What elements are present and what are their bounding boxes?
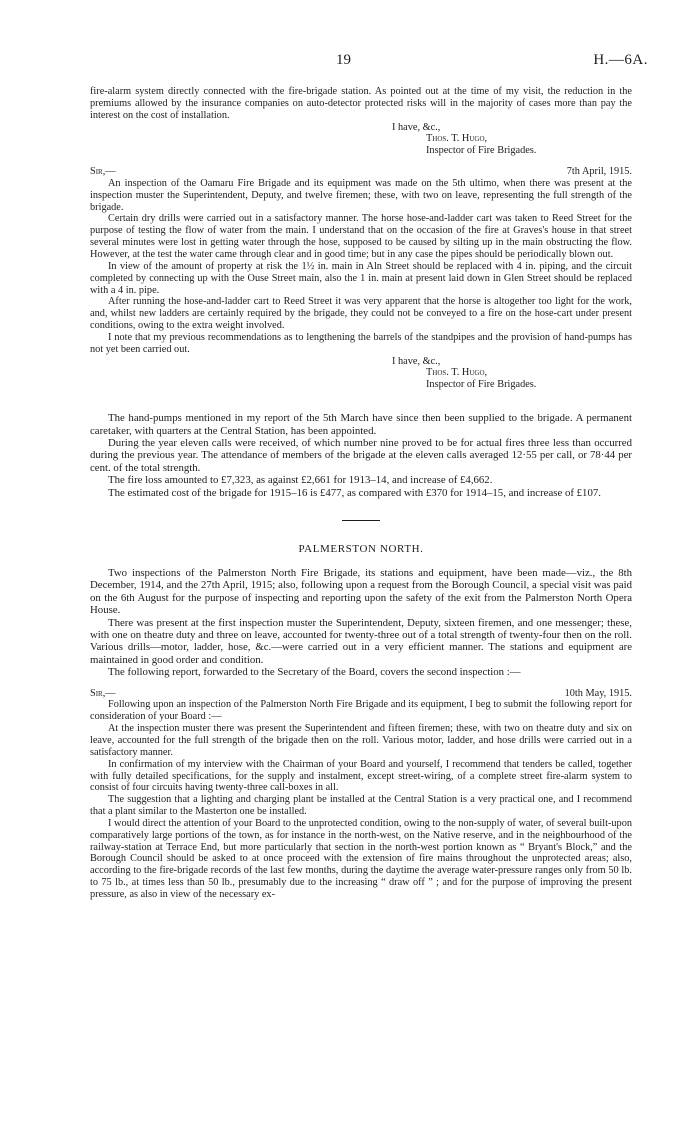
sign-off-closing: I have, &c., — [392, 355, 441, 367]
oamaru-paragraph: Certain dry drills were carried out in a satisfactory manner. The horse hose-and-ladder cart was taken to Reed Street for the purpose of testing the flow of water from the main. I understand that on the occasion of the fire at Graves's house in that street several minutes were lost in getting water through the hose, supposed to be caused by silting up in the main obstructing the flow. However, at the test the water came through clear and in good time; but in any case the pipes should be periodically blown out. — [90, 213, 632, 260]
report-paragraph: In confirmation of my interview with the Chairman of your Board and yourself, I recommend that tenders be called, together with fully detailed specifications, for the supply and instalment, except street-wiring, of a complete street fire-alarm system to consist of four circuits having twenty-three call-boxes in all. — [90, 758, 632, 794]
page-header — [0, 52, 700, 72]
oamaru-continuation-paragraph: fire-alarm system directly connected with the fire-brigade station. As pointed out at the time of my visit, the reduction in the premiums allowed by the insurance companies on auto-detector protected risks will in the majority of cases more than pay the interest on the cost of installation. — [90, 86, 632, 121]
palmerston-intro-paragraph: The following report, forwarded to the Secretary of the Board, covers the second inspection :— — [108, 666, 521, 679]
letter-heading — [90, 688, 632, 700]
sign-off-title: Inspector of Fire Brigades. — [426, 379, 537, 391]
document-reference: H.—6A. — [593, 52, 648, 68]
sign-off-name: Thos. T. Hugo, — [426, 367, 488, 379]
report-paragraph: At the inspection muster there was present the Superintendent and fifteen firemen; these, with two on theatre duty and six on leave, accounted for the full strength of the brigade then on the roll. Various motor, ladder, and hose drills were carried out in a satisfactory manner. — [90, 723, 632, 758]
oamaru-paragraph: In view of the amount of property at risk the 1½ in. main in Aln Street should be replaced with 4 in. piping, and the circuit completed by connecting up with the Ouse Street main, also the 1 in. main at present laid down in Glen Street should be replaced with a 4 in. pipe. — [90, 260, 632, 296]
section-divider — [342, 520, 380, 521]
followup-paragraph: The estimated cost of the brigade for 1915–16 is £477, as compared with £370 for 1914–15, and increase of £107. — [108, 486, 601, 499]
followup-paragraph: During the year eleven calls were received, of which number nine proved to be for actual fires three less than occurred during the previous year. The attendance of members of the brigade at the eleven calls averaged 12·55 per call, or 78·44 per cent. of the total strength. — [90, 436, 632, 474]
oamaru-paragraph: I note that my previous recommendations as to lengthening the barrels of the standpipes and the provision of hand-pumps has not yet been carried out. — [90, 331, 632, 355]
letter-date: 10th May, 1915. — [564, 687, 632, 699]
sign-off-closing: I have, &c., — [392, 121, 441, 133]
section-title: PALMERSTON NORTH. — [298, 542, 424, 555]
palmerston-intro-paragraph: Two inspections of the Palmerston North Fire Brigade, its stations and equipment, have been made—viz., the 8th December, 1914, and the 27th April, 1915; also, following upon a request from the Borough Council, a special visit was paid on the 6th August for the purpose of inspecting and reporting upon the safety of the exit from the Palmerston North Opera House. — [90, 566, 632, 617]
oamaru-paragraph: An inspection of the Oamaru Fire Brigade and its equipment was made on the 5th ultimo, when there was present at the inspection muster the Superintendent, Deputy, and twelve firemen; these, with two on leave, representing the full strength of the brigade. — [90, 177, 632, 213]
report-paragraph: Following upon an inspection of the Palmerston North Fire Brigade and its equipment, I beg to submit the following report for consideration of your Board :— — [90, 699, 632, 723]
salutation: Sir,— — [90, 687, 116, 699]
sign-off-title: Inspector of Fire Brigades. — [426, 145, 537, 157]
page-number: 19 — [336, 52, 351, 68]
oamaru-paragraph: After running the hose-and-ladder cart to Reed Street it was very apparent that the horse is altogether too light for the work, and, whilst new ladders are certainly required by the brigade, they could not be conveyed to a fire on the hose-cart under present conditions, owing to the extra weight involved. — [90, 296, 632, 332]
letter-heading — [90, 166, 632, 178]
report-paragraph: The suggestion that a lighting and charging plant be installed at the Central Station is a very practical one, and I recommend that a plant similar to the Masterton one be installed. — [90, 794, 632, 818]
letter-date: 7th April, 1915. — [566, 166, 632, 178]
salutation: Sir,— — [90, 166, 116, 178]
page-body — [90, 86, 632, 901]
report-paragraph: I would direct the attention of your Board to the unprotected condition, owing to the non-supply of water, of several built-upon comparatively large portions of the town, as for instance in the north-west, on the Native reserve, and in the neighbourhood of the railway-station at Terrace End, but more particularly that section in the north-west portion known as “ Bryant's Block,” and the Borough Council should be asked to at once proceed with the extension of fire mains throughout the unprotected areas; also, according to the fire-brigade records of the last few months, during the daytime the average water-pressure ranges only from 50 lb. to 75 lb., at times less than 50 lb., presumably due to the increasing “ draw off ” ; and for the purpose of improving the present pressure, as also in view of the necessary ex- — [90, 817, 632, 900]
sign-off-name: Thos. T. Hugo, — [426, 133, 488, 145]
palmerston-intro-paragraph: There was present at the first inspection muster the Superintendent, Deputy, sixteen firemen, and one messenger; these, with one on theatre duty and three on leave, accounted for twenty-three out of a total strength of twenty-four then on the roll. Various drills—motor, ladder, hose, &c.—were carried out in a very efficient manner. The stations and equipment are maintained in good order and condition. — [90, 616, 632, 666]
followup-paragraph: The fire loss amounted to £7,323, as against £2,661 for 1913–14, and increase of £4,662. — [108, 474, 493, 487]
followup-paragraph: The hand-pumps mentioned in my report of the 5th March have since then been supplied to the brigade. A permanent caretaker, with quarters at the Central Station, has been appointed. — [90, 412, 632, 437]
